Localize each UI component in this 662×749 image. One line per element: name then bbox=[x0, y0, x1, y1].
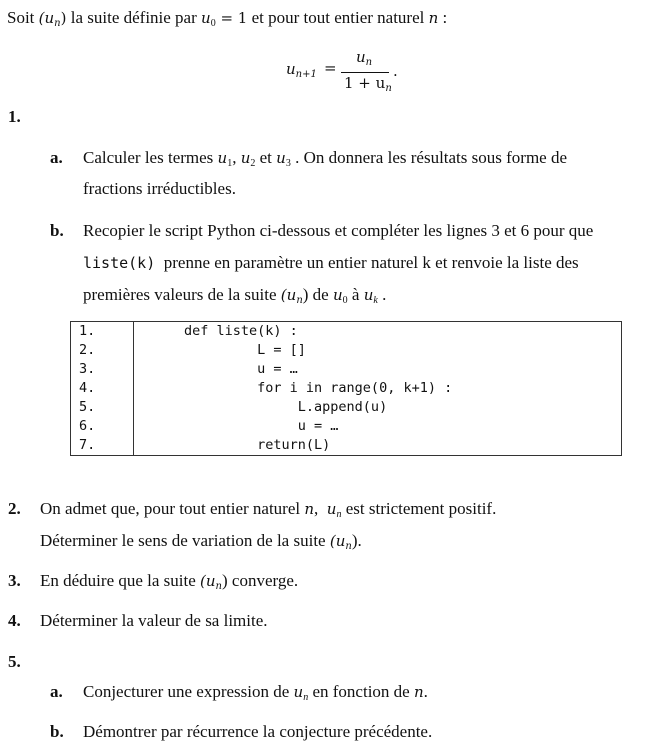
q1a-sep1: , bbox=[232, 148, 241, 167]
q5a-mid: en fonction de bbox=[308, 682, 414, 701]
q1a-sep2: et bbox=[255, 148, 277, 167]
q3-text: En déduire que la suite bbox=[40, 571, 201, 590]
u0-symbol: u bbox=[332, 286, 343, 304]
uk-symbol: u bbox=[363, 286, 374, 304]
code-line: def liste(k) : bbox=[184, 323, 298, 339]
recurrence-formula bbox=[286, 48, 486, 92]
formula-numerator bbox=[356, 48, 372, 68]
line-number: 3. bbox=[71, 360, 134, 379]
line-number: 4. bbox=[71, 379, 134, 398]
code-row bbox=[71, 436, 622, 456]
u1-symbol: u bbox=[217, 149, 228, 167]
q5a-text: Conjecturer une expression de bbox=[83, 682, 294, 701]
question-1b-line1: Recopier le script Python ci-dessous et compléter les lignes 3 et 6 pour que bbox=[83, 221, 594, 240]
n-symbol: n bbox=[428, 9, 439, 27]
question-4-number: 4. bbox=[8, 611, 21, 630]
code-line: u = … bbox=[184, 418, 339, 434]
inline-code-liste: liste(k) bbox=[83, 254, 156, 272]
q2-comma: , bbox=[314, 499, 327, 518]
intro-sentence bbox=[7, 8, 447, 29]
line-number: 5. bbox=[71, 398, 134, 417]
q5a-end: . bbox=[423, 682, 428, 701]
seq-sub: n bbox=[215, 581, 222, 592]
u2-symbol: u bbox=[240, 149, 251, 167]
question-5a-text bbox=[83, 682, 428, 703]
seq-u: (u bbox=[200, 572, 216, 590]
denom-text: 1 + u bbox=[344, 74, 386, 92]
q1a-suffix: . On donnera les résultats sous forme de bbox=[290, 148, 568, 167]
u2-sub: 2 bbox=[250, 158, 256, 169]
seq-sub: n bbox=[345, 541, 352, 552]
u0-sub: 0 bbox=[210, 18, 216, 29]
seq-u: (u bbox=[329, 532, 346, 550]
intro-text-suffix: et pour tout entier naturel bbox=[247, 8, 429, 27]
num-u: u bbox=[356, 48, 366, 66]
denom-sub: n bbox=[385, 83, 392, 94]
seq-sub: n bbox=[296, 295, 303, 306]
line-number: 6. bbox=[71, 417, 134, 436]
code-line: for i in range(0, k+1) : bbox=[184, 380, 453, 396]
n-symbol: n bbox=[304, 500, 315, 518]
lhs-sub: n+1 bbox=[295, 69, 317, 80]
q1b-line3-a: à bbox=[347, 285, 364, 304]
code-line: L.append(u) bbox=[184, 399, 388, 415]
question-5b-label: b. bbox=[50, 722, 64, 741]
code-line: u = … bbox=[184, 361, 298, 377]
seq-close: ). bbox=[351, 531, 362, 550]
code-line: L = [] bbox=[184, 342, 306, 358]
q2-line2-text: Déterminer le sens de variation de la suite bbox=[40, 531, 330, 550]
code-row bbox=[71, 341, 622, 360]
question-5a-label: a. bbox=[50, 682, 63, 701]
question-1b-label: b. bbox=[50, 221, 64, 240]
u3-sub: 3 bbox=[285, 158, 291, 169]
fraction-bar bbox=[341, 72, 389, 73]
question-1a-line1 bbox=[83, 148, 567, 169]
u0-value: = 1 bbox=[215, 9, 248, 27]
question-5b-text: Démontrer par récurrence la conjecture précédente. bbox=[83, 722, 433, 741]
formula-equals: = bbox=[324, 59, 337, 77]
un-symbol: u bbox=[326, 500, 337, 518]
formula-period: . bbox=[393, 62, 398, 80]
q1b-line3-text: premières valeurs de la suite bbox=[83, 285, 281, 304]
formula-lhs bbox=[286, 60, 317, 80]
question-1-number: 1. bbox=[8, 107, 21, 126]
intro-text: Soit bbox=[7, 8, 39, 27]
question-2-line2 bbox=[40, 531, 362, 552]
u0-sub: 0 bbox=[342, 295, 348, 306]
code-line: return(L) bbox=[184, 437, 331, 453]
u1-sub: 1 bbox=[227, 158, 233, 169]
question-2-number: 2. bbox=[8, 499, 21, 518]
intro-text-mid: la suite définie par bbox=[66, 8, 202, 27]
code-row bbox=[71, 398, 622, 417]
question-2-line1 bbox=[40, 499, 496, 520]
lhs-u: u bbox=[286, 60, 296, 78]
line-number: 1. bbox=[71, 322, 134, 342]
un-sub: n bbox=[336, 509, 342, 520]
un-symbol: u bbox=[293, 683, 304, 701]
seq-u: (u bbox=[280, 286, 297, 304]
q2-suffix: est strictement positif. bbox=[341, 499, 497, 518]
intro-colon: : bbox=[438, 8, 448, 27]
question-1b-line2 bbox=[83, 253, 579, 273]
u3-symbol: u bbox=[276, 149, 286, 167]
sequence-notation bbox=[39, 9, 67, 27]
code-row bbox=[71, 360, 622, 379]
python-code-table bbox=[70, 321, 622, 456]
seq-close: ) bbox=[60, 9, 67, 27]
q3-suffix: ) converge. bbox=[222, 571, 299, 590]
code-row bbox=[71, 417, 622, 436]
n-symbol: n bbox=[413, 683, 424, 701]
line-number: 7. bbox=[71, 436, 134, 456]
question-5-number: 5. bbox=[8, 652, 21, 671]
code-row bbox=[71, 322, 622, 342]
u0-symbol: u bbox=[201, 9, 211, 27]
formula-denominator bbox=[344, 74, 392, 94]
code-row bbox=[71, 379, 622, 398]
question-3-text bbox=[40, 571, 298, 592]
num-sub: n bbox=[365, 57, 373, 68]
seq-u: (u bbox=[38, 9, 55, 27]
question-3-number: 3. bbox=[8, 571, 21, 590]
uk-sub: k bbox=[373, 295, 378, 306]
question-1a-line2: fractions irréductibles. bbox=[83, 179, 236, 198]
question-4-text: Déterminer la valeur de sa limite. bbox=[40, 611, 268, 630]
seq-sub: n bbox=[54, 18, 61, 29]
un-sub: n bbox=[303, 692, 309, 703]
line-number: 2. bbox=[71, 341, 134, 360]
q1a-text: Calculer les termes bbox=[83, 148, 218, 167]
question-1a-label: a. bbox=[50, 148, 63, 167]
q1b-line3-end: . bbox=[377, 285, 387, 304]
q1b-line2-text: prenne en paramètre un entier naturel k et renvoie la liste des bbox=[155, 253, 579, 272]
q1b-line3-mid: ) de bbox=[302, 285, 333, 304]
question-1b-line3 bbox=[83, 285, 386, 306]
q2-text: On admet que, pour tout entier naturel bbox=[40, 499, 305, 518]
